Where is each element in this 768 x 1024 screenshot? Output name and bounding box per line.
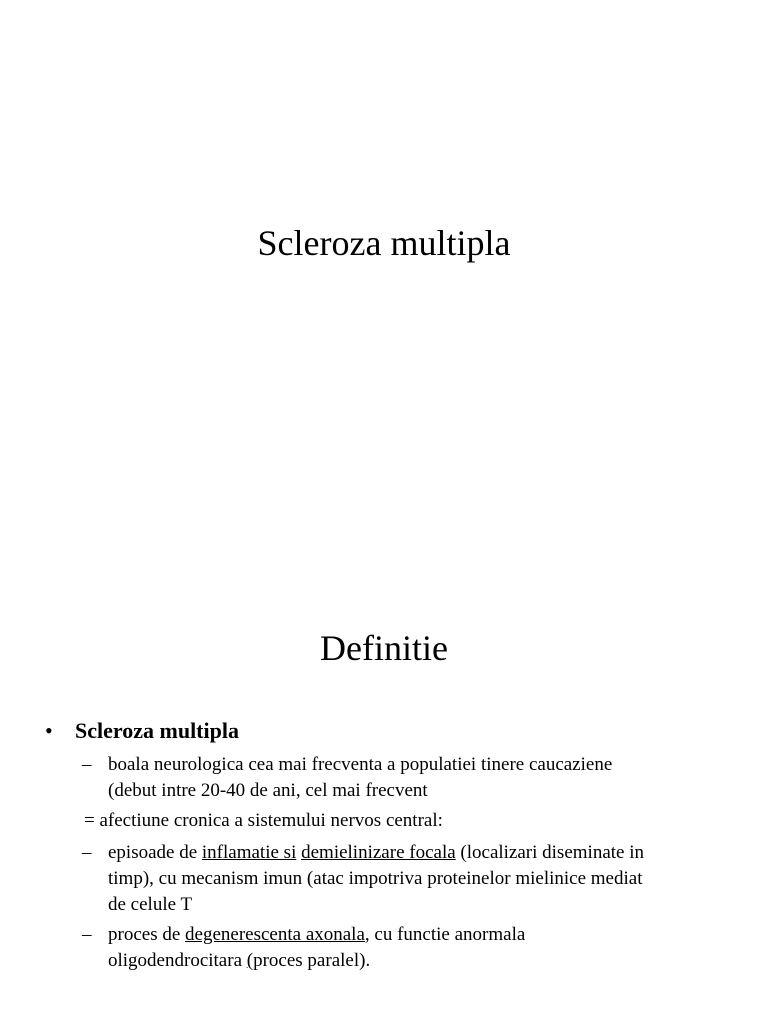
sub-item-1: [82, 752, 722, 804]
sub-item-2-line1: [108, 840, 722, 866]
equation-line: = afectiune cronica a sistemului nervos central:: [84, 810, 443, 831]
sub-item-3-prefix: proces de: [108, 924, 186, 945]
definition-heading: Definitie: [320, 628, 448, 668]
underline-degenerescenta: degenerescenta axonala: [185, 924, 365, 945]
dash-marker: –: [82, 924, 92, 945]
sub-item-1-line1: boala neurologica cea mai frecventa a populatiei tinere caucaziene: [108, 754, 613, 775]
sub-item-3-line1: [108, 922, 722, 948]
sub-item-2-line3: de celule T: [108, 894, 193, 915]
sub-item-3-suffix: , cu functie anormala: [364, 924, 526, 945]
underline-paren: (: [246, 950, 254, 971]
sub-item-1-line2: (debut intre 20-40 de ani, cel mai frecvent: [108, 780, 428, 801]
slide-title-heading: Scleroza multipla: [257, 223, 511, 263]
sub-item-3-line2-b: proces paralel).: [253, 950, 371, 971]
sub-item-2: [82, 840, 722, 918]
sub-item-3-line2-a: oligodendrocitara: [108, 950, 247, 971]
dash-marker: –: [82, 842, 92, 863]
sub-item-3: [82, 922, 722, 974]
bullet-marker: •: [45, 718, 53, 743]
underline-demielinizare: demielinizare focala: [301, 842, 456, 863]
sub-item-2-suffix: (localizari diseminate in: [455, 842, 644, 863]
sub-item-3-line2: [108, 948, 722, 974]
sub-item-2-line2: timp), cu mecanism imun (atac impotriva proteinelor mielinice mediat: [108, 868, 643, 889]
underline-inflamatie: inflamatie si: [201, 842, 297, 863]
bullet-text: Scleroza multipla: [75, 718, 239, 743]
slide-definition: [0, 576, 768, 1024]
dash-marker: –: [82, 754, 92, 775]
sub-item-2-prefix: episoade de: [108, 842, 202, 863]
